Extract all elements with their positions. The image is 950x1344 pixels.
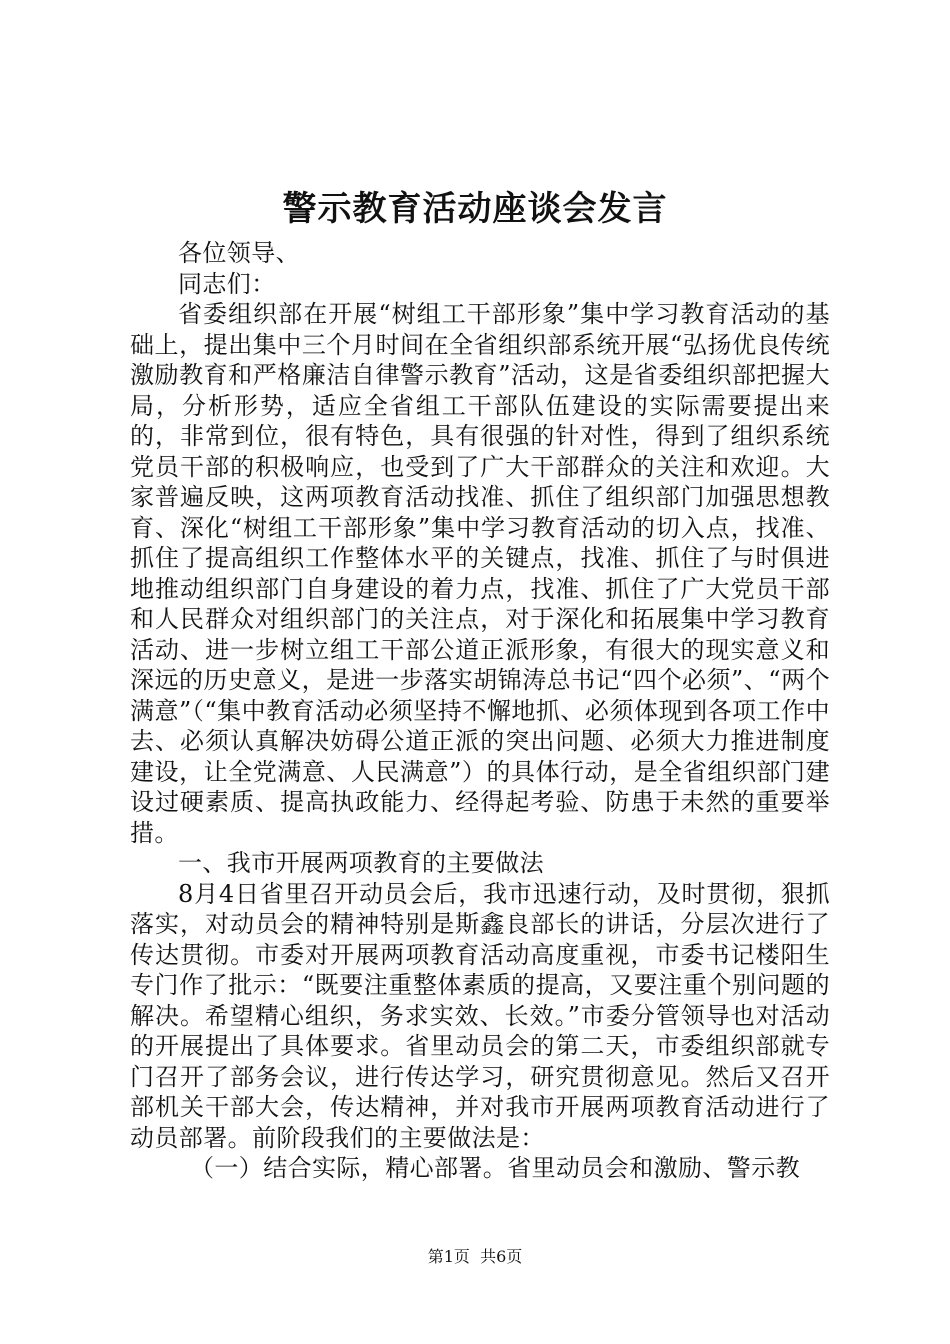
body-paragraph-practices: 8月4日省里召开动员会后，我市迅速行动，及时贯彻，狠抓落实，对动员会的精神特别是斯鑫良部长的讲话，分层次进行了传达贯彻。市委对开展两项教育活动高度重视，市委书记楼阳生专门作了批示：“既要注重整体素质的提高，又要注重个别问题的解决。希望精心组织，务求实效、长效。”市委分管领导也对活动的开展提出了具体要求。省里动员会的第二天，市委组织部就专门召开了部务会议，进行传达学习，研究贯彻意见。然后又召开部机关干部大会，传达精神，并对我市开展两项教育活动进行了动员部署。前阶段我们的主要做法是：: [130, 879, 830, 1152]
body-paragraph-intro: 省委组织部在开展“树组工干部形象”集中学习教育活动的基础上，提出集中三个月时间在全省组织部系统开展“弘扬优良传统激励教育和严格廉洁自律警示教育”活动，这是省委组织部把握大局，分析形势，适应全省组工干部队伍建设的实际需要提出来的，非常到位，很有特色，具有很强的针对性，得到了组织系统党员干部的积极响应，也受到了广大干部群众的关注和欢迎。大家普遍反映，这两项教育活动找准、抓住了组织部门加强思想教育、深化“树组工干部形象”集中学习教育活动的切入点，找准、抓住了提高组织工作整体水平的关键点，找准、抓住了与时俱进地推动组织部门自身建设的着力点，找准、抓住了广大党员干部和人民群众对组织部门的关注点，对于深化和拓展集中学习教育活动、进一步树立组工干部公道正派形象，有很大的现实意义和深远的历史意义，是进一步落实胡锦涛总书记“四个必须”、“两个满意”（“集中教育活动必须坚持不懈地抓、必须体现到各项工作中去、必须认真解决妨碍公道正派的突出问题、必须大力推进制度建设，让全党满意、人民满意”）的具体行动，是全省组织部门建设过硬素质、提高执政能力、经得起考验、防患于未然的重要举措。: [130, 300, 830, 847]
page-number: 第1页: [427, 1247, 470, 1266]
page-total: 共6页: [480, 1247, 523, 1266]
page-footer: [0, 1246, 950, 1268]
subsection-heading-1: （一）结合实际，精心部署。省里动员会和激励、警示教: [190, 1154, 800, 1182]
document-body: [130, 238, 830, 1184]
greeting-line-1: 各位领导、: [178, 239, 300, 267]
greeting-line-2: 同志们：: [178, 269, 276, 298]
document-title: 警示教育活动座谈会发言: [282, 189, 668, 229]
section-heading-1: 一、我市开展两项教育的主要做法: [178, 849, 544, 877]
